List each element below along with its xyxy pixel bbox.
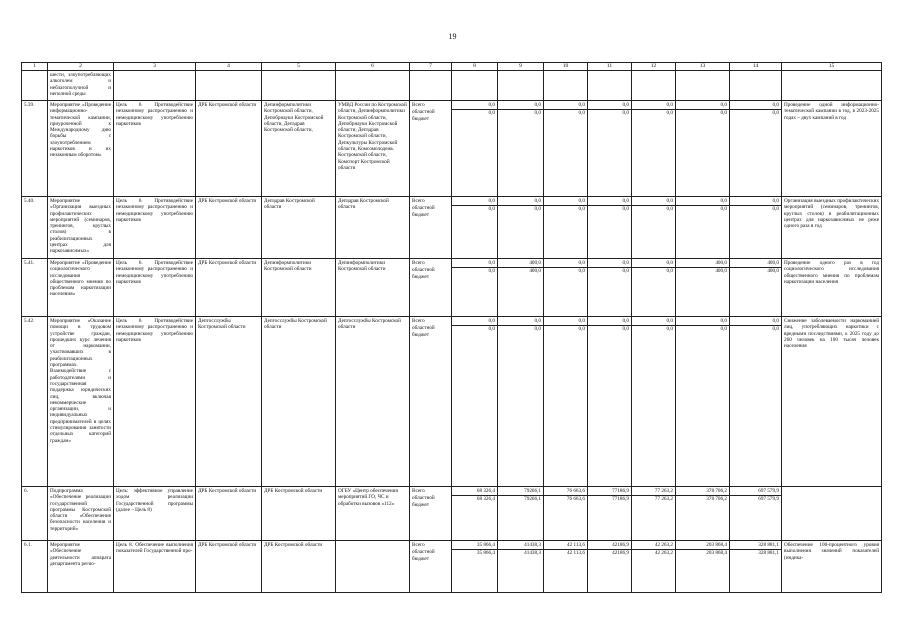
- amount-value: 328 881,1: [730, 542, 781, 550]
- header-row: [22, 63, 882, 71]
- amount-value: 68 326,4: [476, 496, 495, 502]
- measure-name: Мероприятие «Организация выездных профилактических мероприятий (семинаров, тренингов, круглых столов) в реабилитационных центрах для наркозависимых»: [48, 197, 114, 259]
- administrator-cell: ДРБ Костромской области: [196, 487, 262, 541]
- amount-cell: [498, 317, 544, 487]
- amount-value: 76 663,6: [544, 488, 587, 496]
- amount-value: 41438,3: [498, 542, 543, 550]
- amount-value: 0,0: [488, 326, 495, 332]
- amount-value: 42 263,2: [632, 542, 675, 550]
- amount-value: 0,0: [632, 260, 675, 268]
- col-header: 1: [22, 63, 48, 71]
- amount-value: 0,0: [632, 102, 675, 110]
- amount-value: 697 579,9: [758, 496, 779, 502]
- amount-value: 0,0: [544, 260, 587, 268]
- amount-cell: [498, 541, 544, 593]
- funding-source: Всего: [412, 260, 425, 266]
- amount-cell: [676, 541, 730, 593]
- program-table: [21, 62, 882, 593]
- amount-value: 0,0: [676, 198, 729, 206]
- amount-cell: [632, 487, 676, 541]
- funding-source-cell: [410, 197, 452, 259]
- row-number: 5.41.: [22, 259, 48, 317]
- responsible-cell: ДРБ Костромской области: [262, 487, 336, 541]
- amount-value: 0,0: [720, 326, 727, 332]
- funding-source-cell: [410, 101, 452, 197]
- amount-value: 68 326,4: [452, 488, 497, 496]
- amount-value: 0,0: [588, 260, 631, 268]
- expected-result: [782, 487, 882, 541]
- amount-value: 203 868,4: [706, 550, 727, 556]
- measure-name: Мероприятие «Проведение социологического исследования общественного мнения по проблемам наркотизации населения»: [48, 259, 114, 317]
- amount-cell: [498, 259, 544, 317]
- executor-cell: УМВД России по Костромской области, Депинформполитики Костромской области, Депобрнауки Костромской области, Депздрав Костромской области, Депкультуры Костромской области, Комсомолодежь Костромской области, Комспорт Костромской области: [336, 101, 410, 197]
- administrator-cell: Депгосслужбы Костромской области: [196, 317, 262, 487]
- amount-cell: [632, 317, 676, 487]
- amount-value: 378 706,2: [706, 496, 727, 502]
- amount-value: 0,0: [544, 102, 587, 110]
- amount-value: 0,0: [772, 206, 779, 212]
- amount-value: 0,0: [772, 326, 779, 332]
- goal-text: Цель 6. Противодействие незаконному распространению и немедицинскому употреблению наркотиков: [114, 317, 196, 487]
- amount-value: 0,0: [488, 110, 495, 116]
- measure-name: Мероприятие «Обеспечение деятельности аппарата департамента регио-: [48, 541, 114, 593]
- amount-value: 0,0: [488, 268, 495, 274]
- goal-text: Цель: эффективное управление ходом реализации Государственной программы (далее – Цель 8): [114, 487, 196, 541]
- amount-value: 77186,9: [588, 488, 631, 496]
- continuation-row: [22, 71, 882, 101]
- amount-cell: [730, 317, 782, 487]
- col-header: 9: [498, 63, 544, 71]
- amount-cell: [632, 259, 676, 317]
- amount-value: 328 881,1: [758, 550, 779, 556]
- amount-cell: [588, 487, 632, 541]
- amount-cell: [452, 487, 498, 541]
- amount-value: 0,0: [632, 318, 675, 326]
- amount-cell: [498, 101, 544, 197]
- measure-name: Подпрограмма «Обеспечение реализации государственной программы Костромской области «Обеспечение безопасности населения и территорий»: [48, 487, 114, 541]
- amount-value: 77186,9: [612, 496, 629, 502]
- col-header: 12: [632, 63, 676, 71]
- amount-value: 79266,1: [524, 496, 541, 502]
- col-header: 15: [782, 63, 882, 71]
- amount-cell: [588, 101, 632, 197]
- amount-cell: [676, 259, 730, 317]
- amount-value: 400,0: [767, 268, 779, 274]
- amount-value: 0,0: [666, 268, 673, 274]
- funding-source: областной бюджет: [412, 549, 435, 562]
- executor-cell: [336, 541, 410, 593]
- expected-result: Организация выездных профилактических мероприятий (семинаров, тренингов, круглых столов) в реабилитационных центрах для наркозависимых не реже одного раза в год: [782, 197, 882, 259]
- amount-value: 41438,3: [524, 550, 541, 556]
- table-row: [22, 101, 882, 197]
- amount-cell: [730, 101, 782, 197]
- responsible-cell: Депздрав Костромской области: [262, 197, 336, 259]
- responsible-cell: ДРБ Костромской области: [262, 541, 336, 593]
- amount-value: 76 663,6: [566, 496, 585, 502]
- responsible-cell: Депинформполитики Костромской области: [262, 259, 336, 317]
- amount-cell: [676, 101, 730, 197]
- amount-cell: [730, 259, 782, 317]
- funding-source: Всего: [412, 488, 425, 494]
- page-number: 19: [448, 32, 457, 41]
- amount-value: 0,0: [498, 318, 543, 326]
- measure-name: Мероприятие «Оказание помощи в трудовом устройстве граждан, прошедших курс лечения от наркомании, участвовавших в реабилитационных программах. Взаимодействие с работодателями и государственная поддержка юридических лиц, включая некоммерческие организации, и индивидуальных предпринимателей в целях стимулирования занятости отдельных категорий граждан»: [48, 317, 114, 487]
- amount-cell: [452, 317, 498, 487]
- table-row: [22, 259, 882, 317]
- amount-value: 400,0: [676, 260, 729, 268]
- amount-cell: [544, 101, 588, 197]
- amount-value: 0,0: [534, 326, 541, 332]
- funding-source: областной бюджет: [412, 205, 435, 218]
- executor-cell: Депинформполитики Костромской области: [336, 259, 410, 317]
- amount-value: 0,0: [488, 206, 495, 212]
- col-header: 3: [114, 63, 196, 71]
- amount-value: 0,0: [544, 198, 587, 206]
- table-row: [22, 317, 882, 487]
- row-number: 5.40.: [22, 197, 48, 259]
- amount-value: 0,0: [632, 198, 675, 206]
- amount-value: 42 263,2: [654, 550, 673, 556]
- amount-cell: [632, 541, 676, 593]
- funding-source: Всего: [412, 542, 425, 548]
- amount-cell: [452, 259, 498, 317]
- amount-value: 0,0: [622, 110, 629, 116]
- amount-value: 400,0: [715, 268, 727, 274]
- funding-source-cell: [410, 541, 452, 593]
- executor-cell: ОГБУ «Центр обеспечения мероприятий ГО, ЧС и обработки вызовов «112»: [336, 487, 410, 541]
- amount-cell: [588, 197, 632, 259]
- amount-value: 0,0: [622, 268, 629, 274]
- amount-value: 0,0: [578, 268, 585, 274]
- table-row: [22, 197, 882, 259]
- amount-cell: [588, 259, 632, 317]
- col-header: 2: [48, 63, 114, 71]
- amount-value: 0,0: [452, 198, 497, 206]
- amount-value: 42 113,6: [567, 550, 585, 556]
- expected-result: Проведение одного раз в год социологического исследования общественного мнения по проблемам наркотизации населения: [782, 259, 882, 317]
- amount-value: 203 868,4: [676, 542, 729, 550]
- col-header: 11: [588, 63, 632, 71]
- amount-cell: [498, 487, 544, 541]
- amount-cell: [498, 197, 544, 259]
- responsible-cell: Депинформполитики Костромской области, Депобрнауки Костромской области, Депздрав Костромской области,: [262, 101, 336, 197]
- col-header: 5: [262, 63, 336, 71]
- amount-value: 35 866,4: [476, 550, 495, 556]
- amount-cell: [452, 197, 498, 259]
- expected-result: Снижение заболеваемости наркоманией лиц, употребляющих наркотики с вредными последствиями, к 2025 году до 260 человек на 100 тысяч человек населения: [782, 317, 882, 487]
- amount-cell: [544, 259, 588, 317]
- amount-value: 0,0: [720, 110, 727, 116]
- col-header: 8: [452, 63, 498, 71]
- amount-value: 0,0: [452, 102, 497, 110]
- amount-cell: [452, 101, 498, 197]
- funding-source: областной бюджет: [412, 325, 435, 338]
- row-number: 5.39.: [22, 101, 48, 197]
- responsible-cell: Депгосслужбы Костромской области: [262, 317, 336, 487]
- amount-value: 77 263,2: [632, 488, 675, 496]
- amount-value: 0,0: [498, 198, 543, 206]
- amount-cell: [632, 197, 676, 259]
- executor-cell: Депздрав Костромской области: [336, 197, 410, 259]
- administrator-cell: ДРБ Костромской области: [196, 259, 262, 317]
- amount-value: 0,0: [498, 102, 543, 110]
- amount-value: 697 579,9: [730, 488, 781, 496]
- amount-cell: [730, 197, 782, 259]
- table-row: [22, 487, 882, 541]
- amount-value: 400,0: [529, 268, 541, 274]
- expected-result: Проведение одной информационно-тематической кампании в год, в 2023-2025 годах – двух кампаний в год: [782, 101, 882, 197]
- amount-cell: [632, 101, 676, 197]
- amount-cell: [588, 541, 632, 593]
- funding-source: Всего: [412, 318, 425, 324]
- amount-cell: [730, 487, 782, 541]
- amount-value: 0,0: [676, 318, 729, 326]
- amount-value: 0,0: [730, 318, 781, 326]
- funding-source-cell: [410, 259, 452, 317]
- amount-value: 0,0: [578, 326, 585, 332]
- goal-text: Цель 6. Противодействие незаконному распространению и немедицинскому употреблению наркотиков: [114, 197, 196, 259]
- amount-cell: [544, 197, 588, 259]
- amount-value: 0,0: [772, 110, 779, 116]
- amount-value: 35 866,4: [452, 542, 497, 550]
- amount-cell: [730, 541, 782, 593]
- amount-value: 0,0: [452, 318, 497, 326]
- amount-value: 0,0: [720, 206, 727, 212]
- amount-value: 0,0: [730, 198, 781, 206]
- goal-text: Цель 8. Обеспечение выполнения показателей Государственной про-: [114, 541, 196, 593]
- col-header: 6: [336, 63, 410, 71]
- funding-source: Всего: [412, 198, 425, 204]
- amount-value: 0,0: [534, 206, 541, 212]
- amount-value: 0,0: [588, 102, 631, 110]
- measure-name: Мероприятие «Проведение информационно-тематической кампании, приуроченной к Международному дню борьбы с злоупотреблением наркотиков и их незаконным оборотом»: [48, 101, 114, 197]
- amount-value: 0,0: [588, 198, 631, 206]
- amount-cell: [452, 541, 498, 593]
- amount-value: 0,0: [452, 260, 497, 268]
- funding-source-cell: [410, 317, 452, 487]
- funding-source: Всего: [412, 102, 425, 108]
- amount-value: 0,0: [622, 206, 629, 212]
- amount-value: 0,0: [534, 110, 541, 116]
- amount-cell: [544, 541, 588, 593]
- goal-text: Цель 6. Противодействие незаконному распространению и немедицинскому употреблению наркотиков: [114, 101, 196, 197]
- col-header: 4: [196, 63, 262, 71]
- amount-value: 0,0: [666, 206, 673, 212]
- table-row: [22, 541, 882, 593]
- funding-source-cell: [410, 487, 452, 541]
- amount-value: 42 113,6: [544, 542, 587, 550]
- amount-value: 79266,1: [498, 488, 543, 496]
- amount-value: 0,0: [544, 318, 587, 326]
- amount-value: 42186,9: [612, 550, 629, 556]
- amount-cell: [544, 317, 588, 487]
- amount-value: 0,0: [622, 326, 629, 332]
- amount-value: 400,0: [498, 260, 543, 268]
- continuation-text: шести, злоупотребляющих алкоголем и неблагополучной и неполной среды: [48, 71, 114, 101]
- row-number: 6.: [22, 487, 48, 541]
- col-header: 10: [544, 63, 588, 71]
- amount-cell: [676, 197, 730, 259]
- amount-value: 42186,9: [588, 542, 631, 550]
- amount-value: 0,0: [666, 326, 673, 332]
- amount-value: 0,0: [730, 102, 781, 110]
- amount-value: 0,0: [666, 110, 673, 116]
- funding-source: областной бюджет: [412, 267, 435, 280]
- amount-cell: [588, 317, 632, 487]
- funding-source: областной бюджет: [412, 109, 435, 122]
- funding-source: областной бюджет: [412, 495, 435, 508]
- amount-value: 0,0: [578, 206, 585, 212]
- amount-cell: [676, 317, 730, 487]
- amount-cell: [676, 487, 730, 541]
- col-header: 7: [410, 63, 452, 71]
- administrator-cell: ДРБ Костромской области: [196, 541, 262, 593]
- amount-value: 400,0: [730, 260, 781, 268]
- expected-result: Обеспечение 100-процентного уровня выполнения значений показателей (индика-: [782, 541, 882, 593]
- row-number: 5.42.: [22, 317, 48, 487]
- amount-cell: [544, 487, 588, 541]
- administrator-cell: ДРБ Костромской области: [196, 101, 262, 197]
- amount-value: 0,0: [588, 318, 631, 326]
- administrator-cell: ДРБ Костромской области: [196, 197, 262, 259]
- executor-cell: Депгосслужбы Костромской области: [336, 317, 410, 487]
- amount-value: 0,0: [676, 102, 729, 110]
- goal-text: Цель 6. Противодействие незаконному распространению и немедицинскому употреблению наркотиков: [114, 259, 196, 317]
- col-header: 13: [676, 63, 730, 71]
- amount-value: 0,0: [578, 110, 585, 116]
- amount-value: 77 263,2: [654, 496, 673, 502]
- amount-value: 378 706,2: [676, 488, 729, 496]
- col-header: 14: [730, 63, 782, 71]
- row-number: 6.1.: [22, 541, 48, 593]
